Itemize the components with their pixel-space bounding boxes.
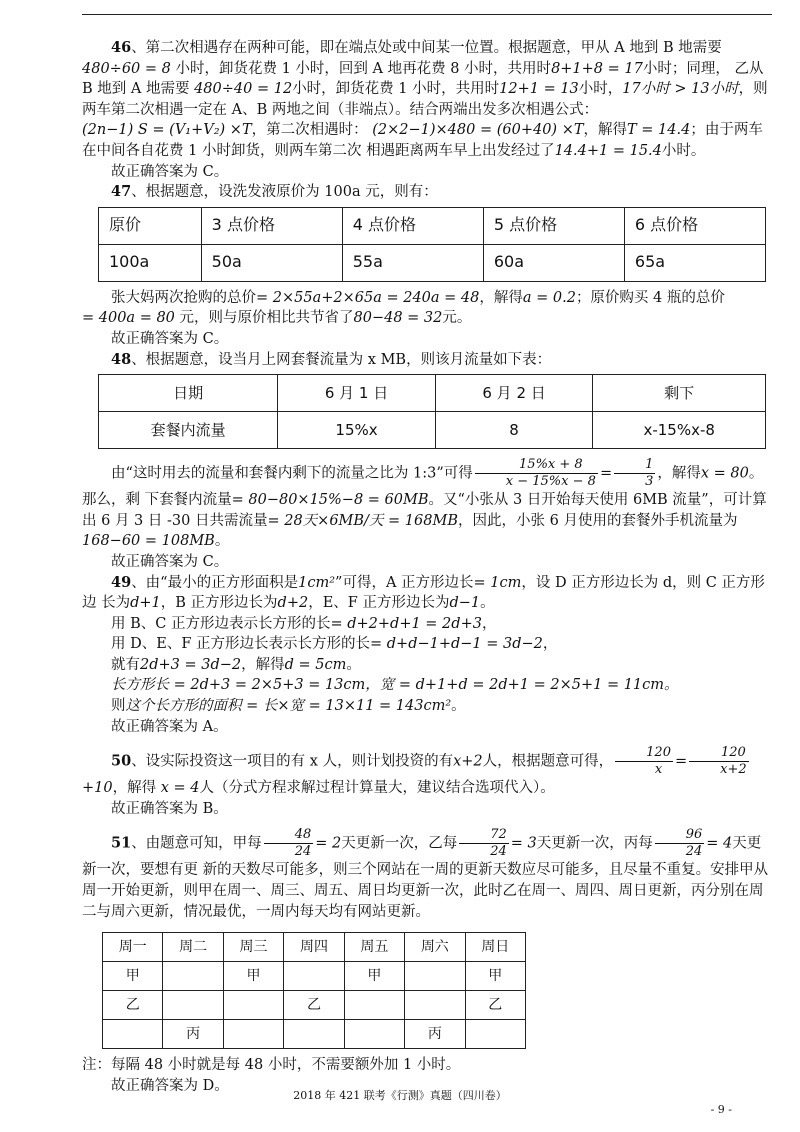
table-header-cell: 6 点价格 — [624, 207, 765, 244]
question-47 — [82, 182, 772, 349]
q49-text: ， — [481, 615, 497, 632]
q46-math: 12+1 = 13 — [499, 81, 579, 98]
table-cell: 丙 — [405, 1020, 465, 1049]
q46-text: 小时。 — [661, 142, 706, 159]
q49-paragraph — [82, 573, 772, 614]
table-cell — [465, 1020, 525, 1049]
table-cell: 乙 — [284, 991, 344, 1020]
table-header-cell: 周五 — [344, 933, 404, 962]
q49-text: 。 — [346, 656, 361, 673]
table-cell — [223, 1020, 283, 1049]
table-header-cell: 剩下 — [593, 375, 766, 412]
q49-text: 。 — [451, 698, 466, 715]
q48-text: ，解得 — [657, 465, 701, 482]
q51-fraction — [459, 827, 509, 860]
table-cell: 丙 — [163, 1020, 223, 1049]
q46-math: (2×2−1)×480 = (60+40) ×T — [372, 122, 584, 139]
table-row — [103, 962, 526, 991]
table-header-cell: 周三 — [223, 933, 283, 962]
table-cell — [163, 991, 223, 1020]
q50-text: 人（分式方程求解过程计算量大，建议结合选项代入）。 — [199, 780, 555, 797]
q46-math: 8+1+8 = 17 — [551, 60, 643, 77]
q47-answer: 故正确答案为 C。 — [111, 330, 229, 347]
q49-line — [82, 614, 772, 635]
question-51 — [82, 827, 772, 1096]
q49-text: ，设 D 正方形边长为 d，则 C 正方形边 — [82, 574, 765, 612]
q46-answer: 故正确答案为 C。 — [111, 163, 229, 180]
q49-math: d = 5cm — [284, 656, 347, 673]
q49-math: = d+2+d+1 = 2d+3 — [330, 615, 482, 632]
table-cell: 乙 — [465, 991, 525, 1020]
q46-text: 相遇距离两车早上出发经过了 — [366, 142, 555, 159]
q48-text: 。又“小张从 3 日开始每天使用 6MB 流量”，可计算出 6 月 3 日 — [82, 492, 767, 529]
q47-math: a = 0.2 — [522, 289, 576, 306]
table-row — [99, 375, 766, 412]
q49-math: 1cm² — [298, 574, 336, 591]
q48-math: = 80−80×15%−8 = 60MB — [231, 492, 429, 509]
q46-math: 14.4+1 = 15.4 — [554, 142, 662, 159]
q49-math: = d+d−1+d−1 = 3d−2 — [370, 636, 543, 653]
q47-text: 张大妈两次抢购的总价 — [111, 289, 256, 306]
q46-text: 、第二次相遇存在两种可能，即在端点处或中间某一位置。根据题意，甲从 A 地到 B 地需要 — [131, 40, 722, 56]
table-cell: 甲 — [103, 962, 163, 991]
q49-line — [82, 675, 772, 696]
table-cell: 甲 — [223, 962, 283, 991]
q48-intro-line — [82, 350, 772, 371]
table-header-cell: 原价 — [99, 207, 202, 244]
table-cell: 65a — [624, 244, 765, 281]
table-cell: 甲 — [465, 962, 525, 991]
q46-math: 480÷40 = 12 — [194, 81, 293, 98]
q48-text: ，因此，小张 6 月使用的套餐外手机流量为 — [458, 512, 738, 529]
q49-text: 用 D、E、F 正方形边长表示长方形的长 — [111, 636, 370, 653]
q49-text: 、由“最小的正方形面积是 — [131, 574, 299, 591]
table-cell — [405, 962, 465, 991]
q47-price-table — [98, 207, 766, 282]
q49-text: 长为 — [101, 595, 131, 612]
table-cell: 甲 — [344, 962, 404, 991]
q49-math: 2d+3 = 3d−2 — [140, 656, 242, 673]
table-header-cell: 周二 — [163, 933, 223, 962]
q48-fraction — [614, 457, 655, 490]
table-cell — [163, 962, 223, 991]
q50-paragraph: 50、设实际投资这一项目的有 x 人，则计划投资的有x+2人，根据题意可得， $\frac{120}{x}$ = $\frac{120}{x+2}$ +10，解得 x = 4人（分式方程求解过程计算量大，建议结合选项代入）。 — [82, 745, 747, 797]
table-header-cell: 3 点价格 — [201, 207, 342, 244]
table-header-cell: 日期 — [99, 375, 278, 412]
table-header-cell: 4 点价格 — [342, 207, 483, 244]
table-cell: 100a — [99, 244, 202, 281]
q49-text: 则 — [111, 698, 126, 715]
header-rule — [82, 14, 772, 15]
page-footer: 2018 年 421 联考《行测》真题（四川卷） — [293, 1089, 507, 1102]
q51-number: 51 — [111, 834, 132, 852]
table-cell — [223, 991, 283, 1020]
q47-text: 元。 — [442, 310, 472, 327]
table-cell — [103, 1020, 163, 1049]
fraction-denominator: 24 — [490, 844, 507, 860]
table-cell — [284, 1020, 344, 1049]
q48-intro: 、根据题意，设当月上网套餐流量为 x MB，则该月流量如下表： — [131, 351, 552, 368]
q50-text: ，解得 — [112, 780, 157, 797]
q51-text: 天更新一次，要想有更 — [82, 835, 762, 879]
table-cell: x-15%x-8 — [593, 412, 766, 449]
q46-math: 17小时 > 13小时 — [622, 81, 739, 98]
q51-note: 注：每隔 48 小时就是每 48 小时，不需要额外加 1 小时。 — [82, 1057, 461, 1074]
table-row — [99, 244, 766, 281]
table-cell — [405, 991, 465, 1020]
q48-paragraph: 由“这时用去的流量和套餐内剩下的流量之比为 1:3”可得 $\frac{15\%x + 8}{x - 15\%x - 8}$ = $\frac{1}{3}$ ，解得x = 80。那么，剩 下套餐内流量= 80−80×15%−8 = 60MB。又“小张从 3 日开始每天使用 6MB 流量”，可计算出 6 月 3 日 -30 日共需流量= 28天×6MB/天 = 168MB，因此，小张 6 月使用的套餐外手机流量为168−60 = 108MB。 — [82, 457, 767, 550]
table-cell — [344, 991, 404, 1020]
q51-math: = 4 — [706, 835, 733, 852]
q49-number: 49 — [111, 573, 132, 591]
q47-text: 元，则与原价相比共节省了 — [179, 310, 354, 327]
q48-text: 。那么，剩 — [82, 465, 764, 509]
q47-math: = 2×55a+2×65a = 240a = 48 — [256, 289, 480, 306]
q46-text: 小时，卸货花费 1 小时，回到 A 地再花费 8 小时，共用时 — [175, 60, 552, 77]
table-cell — [284, 962, 344, 991]
q48-text: -30 日共需流量 — [167, 512, 268, 529]
table-cell: 15%x — [278, 412, 436, 449]
q46-text: ，解得 — [583, 122, 628, 139]
fraction-denominator: 3 — [645, 474, 654, 490]
q51-paragraph — [82, 827, 772, 922]
q51-text: 天更新一次，丙每 — [536, 835, 653, 852]
fraction-denominator: 24 — [685, 844, 703, 860]
q48-text: 由“这时用去的流量和套餐内剩下的流量之比为 1:3”可得 — [111, 465, 473, 482]
q46-math: 480÷60 = 8 — [82, 60, 171, 77]
q50-fraction — [689, 745, 749, 778]
q47-math: = 400a = 80 — [82, 310, 175, 327]
q46-text: ；由于两车在中间各自花费 1 小时卸货，则两车第二次 — [82, 122, 763, 159]
q46-paragraph — [82, 38, 772, 162]
fraction-denominator: 24 — [294, 844, 312, 860]
page-number: - 9 - — [710, 1103, 732, 1116]
q51-text: 况最优，一周内每天均有网站更新。 — [198, 903, 430, 920]
q51-text: 天更新一次，乙每 — [341, 835, 458, 852]
fraction-numerator: 15%x + 8 — [475, 457, 598, 474]
q46-math: (2n−1) S = (V₁+V₂) ×T — [82, 122, 252, 139]
q46-text: A、B 两地之间（非端点）。结合两端出发多次相遇公式： — [231, 101, 599, 118]
q47-number: 47 — [111, 183, 132, 201]
table-header-cell: 6 月 2 日 — [435, 375, 593, 412]
q51-text: 甲在周一、周三、周五、周日均更新一次，此时乙在周一、周四、周日更新，丙分别在周二与周六更新，情 — [82, 883, 764, 920]
q51-text: 、由题意可知，甲每 — [131, 835, 262, 852]
table-row — [99, 412, 766, 449]
q50-number: 50 — [111, 752, 132, 770]
document-body — [82, 38, 772, 1096]
q50-fraction — [615, 745, 673, 778]
fraction-numerator: 120 — [689, 745, 749, 762]
q48-answer: 故正确答案为 C。 — [111, 553, 229, 570]
q46-number: 46 — [111, 39, 132, 56]
fraction-numerator: 96 — [655, 827, 705, 844]
q49-text: 。 — [480, 595, 495, 612]
q47-text: ；原价购买 4 瓶的总价 — [575, 289, 725, 306]
table-header-cell: 6 月 1 日 — [278, 375, 436, 412]
table-cell: 55a — [342, 244, 483, 281]
q49-line — [82, 655, 772, 676]
fraction-numerator: 48 — [264, 827, 314, 844]
q47-math: 80−48 = 32 — [353, 310, 443, 327]
table-header-cell: 周四 — [284, 933, 344, 962]
fraction-numerator: 120 — [615, 745, 673, 762]
q51-fraction — [655, 827, 705, 860]
q48-text: 下套餐内流量 — [144, 492, 232, 509]
table-row — [103, 933, 526, 962]
q46-text: 小时；同理， 乙从 B 地到 A 地需要 — [82, 60, 764, 98]
q46-text: 小时， — [578, 81, 623, 98]
table-header-cell: 周一 — [103, 933, 163, 962]
table-cell: 50a — [201, 244, 342, 281]
q51-answer: 故正确答案为 D。 — [111, 1077, 229, 1094]
table-cell: 60a — [483, 244, 624, 281]
fraction-denominator: x − 15%x − 8 — [505, 474, 596, 490]
q46-text: ，则两车第二次相遇一定在 — [82, 81, 768, 118]
q50-text: 、设实际投资这一项目的有 x 人，则计划投资的有 — [131, 753, 454, 770]
q46-text: ，第二次相遇时： — [251, 122, 368, 139]
table-cell — [344, 1020, 404, 1049]
q47-text: ，解得 — [479, 289, 523, 306]
q49-text: ，解得 — [241, 656, 285, 673]
q49-math: = 1cm — [473, 574, 522, 591]
q49-line — [82, 634, 772, 655]
q48-math: = 28天×6MB/天 = 168MB — [267, 512, 458, 529]
q49-text: 用 B、C 正方形边表示长方形的长 — [111, 615, 331, 632]
fraction-denominator: x+2 — [720, 762, 747, 778]
q46-text: 小时，卸货花费 1 小时，共用时 — [292, 81, 500, 98]
q50-text: 人，根据题意可得， — [482, 753, 614, 770]
table-row — [103, 991, 526, 1020]
q48-math: 168−60 = 108MB — [82, 533, 215, 550]
q49-math: d+1 — [130, 595, 161, 612]
q47-intro-line — [82, 182, 772, 203]
q51-math: = 3 — [510, 835, 537, 852]
table-row — [103, 1020, 526, 1049]
q49-text: 就有 — [111, 656, 140, 673]
question-50 — [82, 745, 772, 819]
fraction-numerator: 72 — [459, 827, 509, 844]
table-row-label: 套餐内流量 — [99, 412, 278, 449]
table-row — [99, 207, 766, 244]
q49-math: 长方形长 = 2d+3 = 2×5+3 = 13cm，宽 = d+1+d = 2d+1 = 2×5+1 = 11cm。 — [111, 677, 679, 694]
fraction-denominator: x — [654, 762, 663, 778]
table-cell: 8 — [435, 412, 593, 449]
q48-traffic-table — [98, 374, 766, 449]
table-cell: 乙 — [103, 991, 163, 1020]
q51-math: = 2 — [315, 835, 342, 852]
q51-weekday-table — [102, 932, 526, 1049]
q51-fraction — [264, 827, 314, 860]
q47-paragraph — [82, 288, 772, 329]
table-header-cell: 周日 — [465, 933, 525, 962]
question-48 — [82, 350, 772, 573]
q50-math: x = 4 — [160, 780, 200, 797]
q50-math: x+2 — [453, 753, 483, 770]
q49-text: ，B 正方形边长为 — [160, 595, 278, 612]
question-46 — [82, 38, 772, 182]
q49-line — [82, 696, 772, 717]
fraction-numerator: 1 — [614, 457, 655, 474]
q48-text: 。 — [214, 533, 230, 550]
q51-text: 新的天数尽可能多，则三个网站在一周的更新天数应尽可能多，且尽量不重复。安排甲从周一开始更新，则 — [82, 862, 769, 900]
q49-math: d+2 — [277, 595, 309, 612]
q49-answer: 故正确答案为 A。 — [111, 718, 228, 735]
q48-number: 48 — [111, 350, 132, 368]
question-49 — [82, 573, 772, 738]
q47-intro: 、根据题意，设洗发液原价为 100a 元，则有： — [131, 184, 438, 201]
q50-answer: 故正确答案为 B。 — [111, 800, 228, 817]
table-header-cell: 5 点价格 — [483, 207, 624, 244]
q49-math: 这个长方形的面积 = 长×宽 = 13×11 = 143cm² — [125, 698, 452, 715]
q49-text: ，E、F 正方形边长为 — [308, 595, 450, 612]
q49-math: d−1 — [449, 595, 481, 612]
q50-math: +10 — [82, 780, 113, 797]
table-header-cell: 周六 — [405, 933, 465, 962]
q49-text: ， — [542, 636, 558, 653]
q46-math: T = 14.4 — [627, 122, 691, 139]
q48-fraction — [475, 457, 598, 490]
q48-math: x = 80 — [700, 465, 749, 482]
q49-text: ”可得，A 正方形边长 — [335, 574, 474, 591]
